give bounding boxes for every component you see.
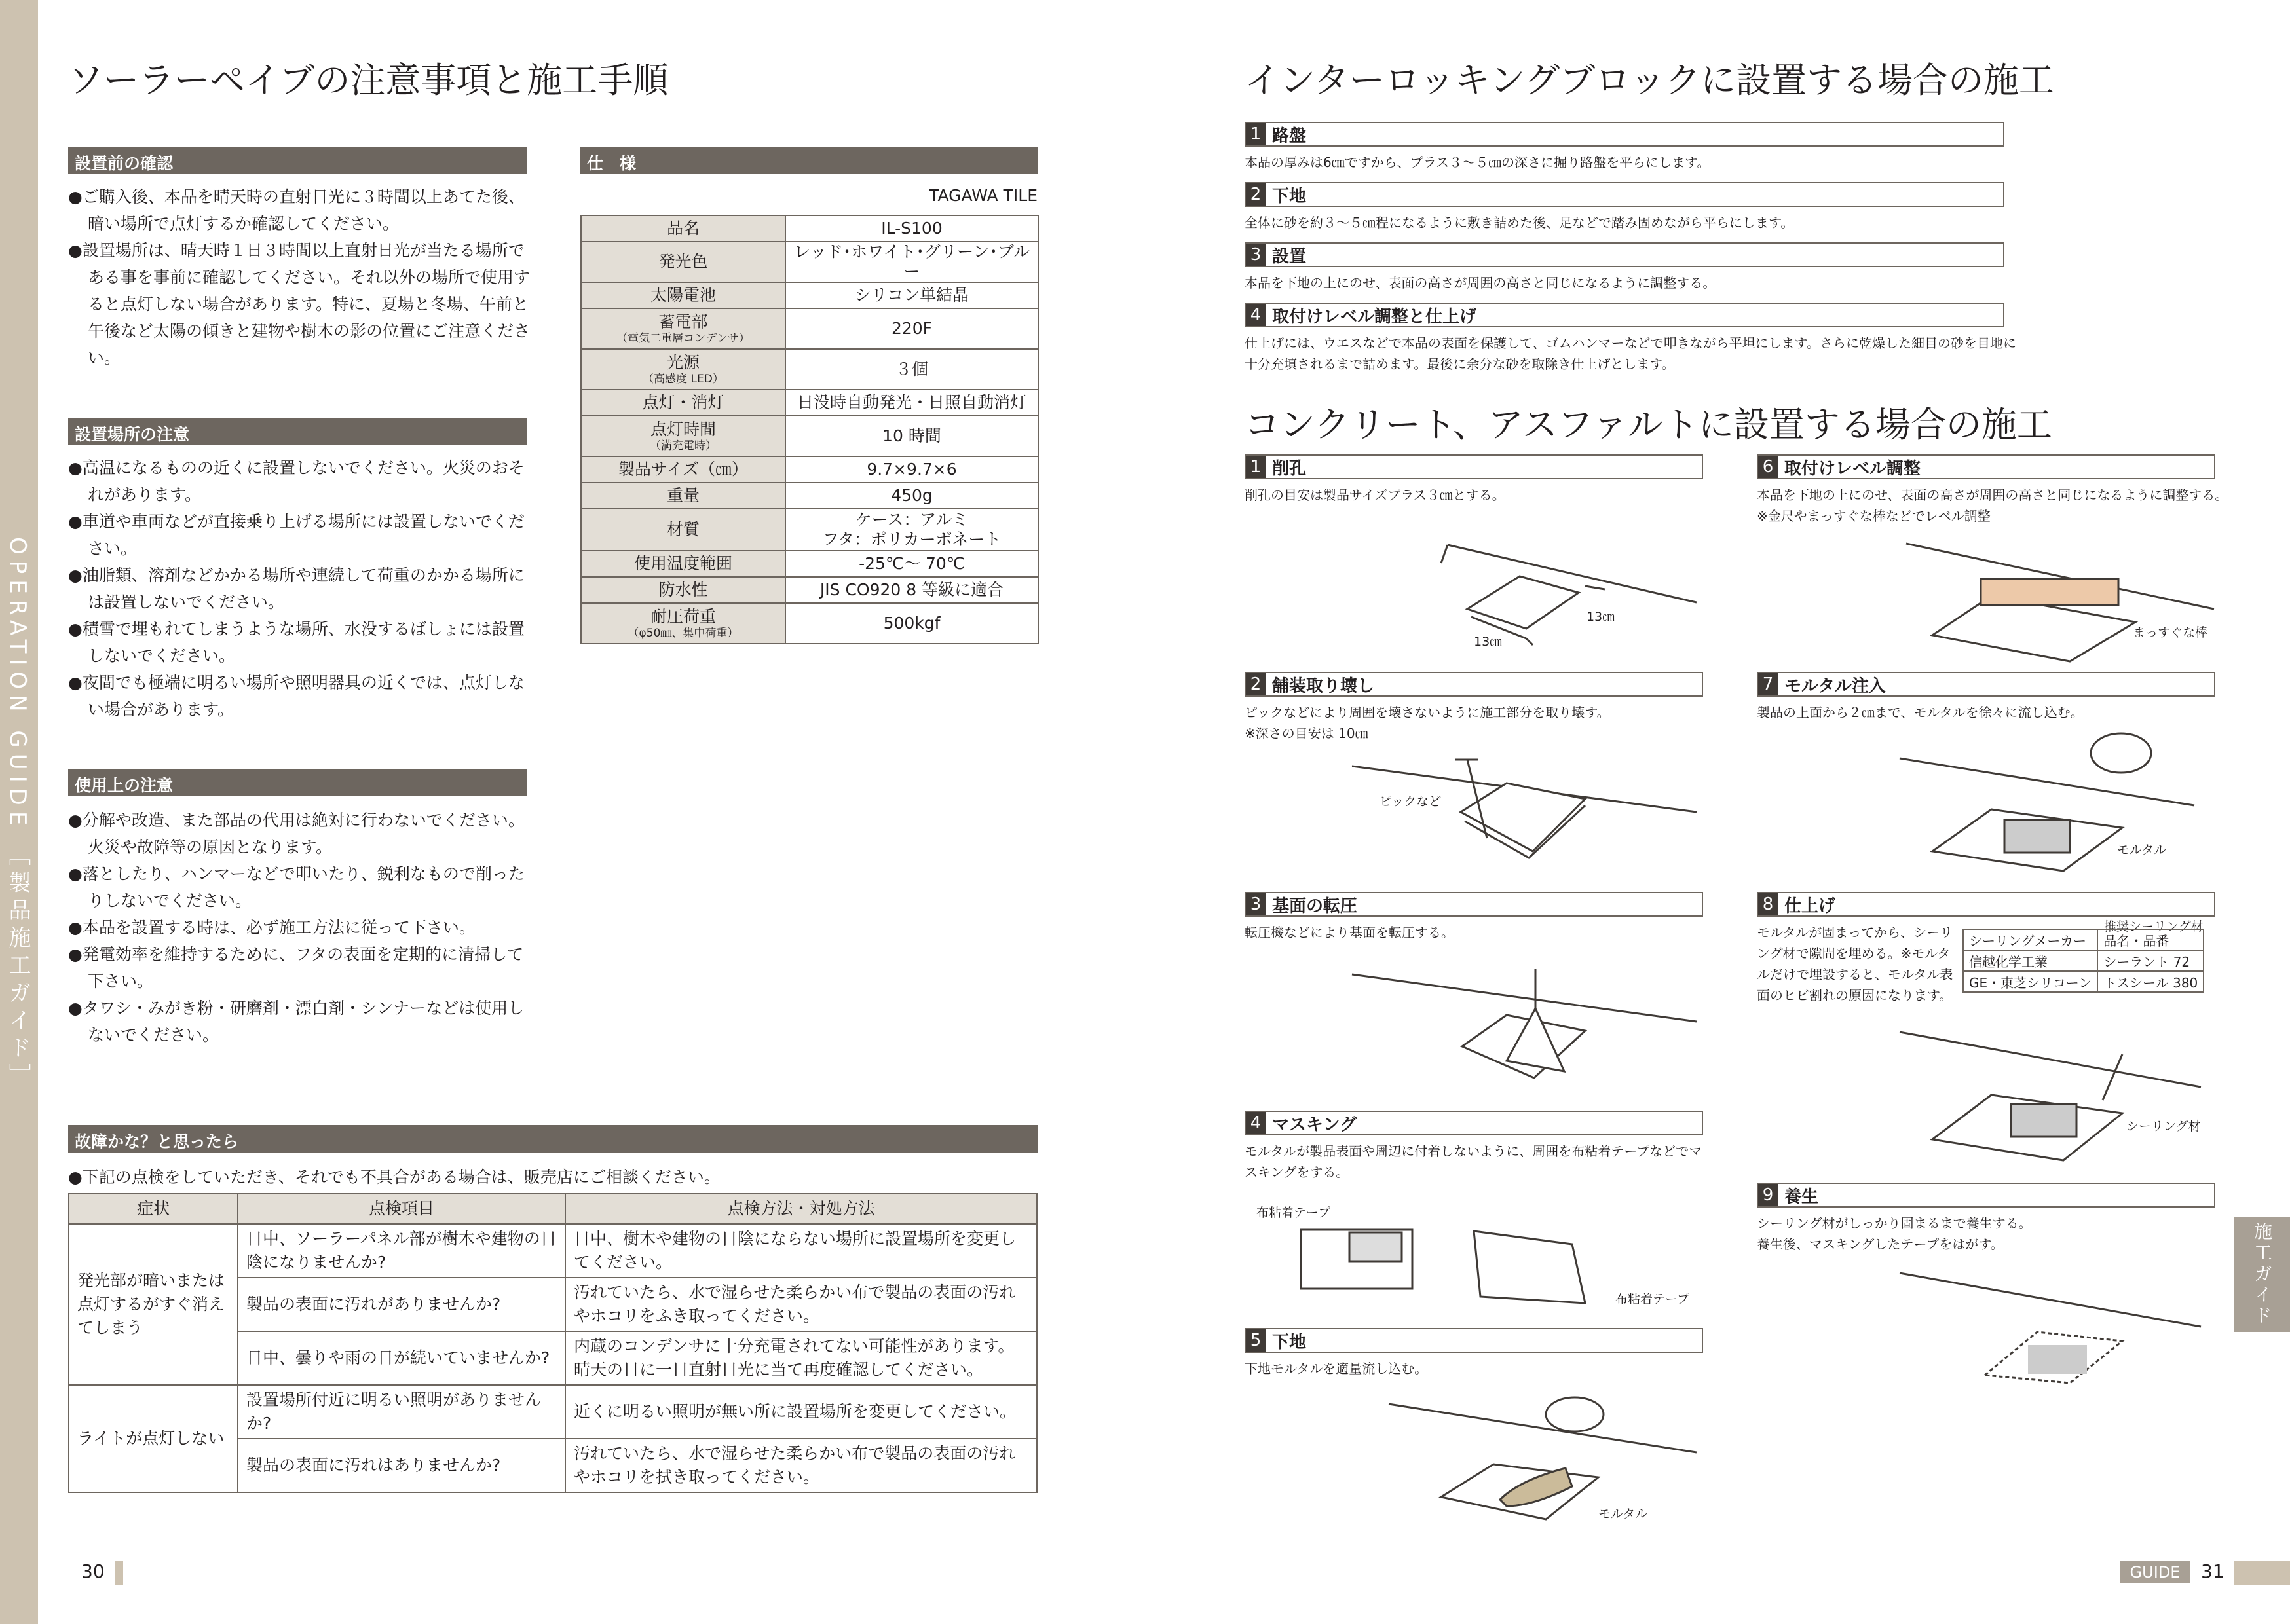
list-item: ●油脂類、溶剤などかかる場所や連続して荷重のかかる場所には設置しないでください。 bbox=[68, 566, 525, 612]
table-row: 点灯時間 （満充電時） 10 時間 bbox=[581, 416, 1038, 456]
table-row: GE・東芝シリコーン トスシール 380 bbox=[1963, 971, 2204, 992]
list-item: ●分解や改造、また部品の代用は絶対に行わないでください。火災や故障等の原因となります。 bbox=[68, 811, 525, 857]
c-step-6-desc: 本品を下地の上にのせ、表面の高さが周囲の高さと同じになるように調整する。 ※金尺やまっすぐな棒などでレベル調整 bbox=[1757, 487, 2228, 524]
sealing-caption: 推奨シーリング材 bbox=[2104, 919, 2204, 934]
list-item: ●高温になるものの近くに設置しないでください。火災のおそれがあります。 bbox=[68, 458, 525, 504]
trouble-table: 症状 点検項目 点検方法・対処方法 発光部が暗いまたは点灯するがすぐ消えてしまう 日中、ソーラーパネル部が樹木や建物の日陰になりませんか? 日中、樹木や建物の日陰にならない場所に設置場所を変更してください。 製品の表面に汚れがありませんか? 汚れていたら、水で湿らせた柔らかい布で製品の表面の汚れやホコリをふき取ってください。 日中、曇りや雨の日が続いていませんか? 内蔵のコンデンサに十分充電されてない可能性があります。晴天の日に一日直射日光に当て再度確認してください。 ライトが点灯しない 設置場所付近に明るい照明がありませんか? 近くに明るい照明が無い所に設置場所を変更してください。 製品の表面に汚れはありませんか? 汚れていたら、水で湿らせた柔らかい布で製品の表面の汚れやホコリを拭き取ってください。 bbox=[68, 1193, 1038, 1493]
il-step-2: 2 下地 bbox=[1245, 182, 2004, 207]
il-step-1-desc: 本品の厚みは6㎝ですから、プラス３〜５㎝の深さに掘り路盤を平らにします。 bbox=[1245, 155, 1710, 170]
ground-line bbox=[1900, 758, 2194, 805]
list-item: ●車道や車両などが直接乗り上げる場所には設置しないでください。 bbox=[68, 512, 525, 558]
dim-label: 13㎝ bbox=[1586, 610, 1615, 624]
table-row: 製品の表面に汚れはありませんか? 汚れていたら、水で湿らせた柔らかい布で製品の表面の汚れやホコリを拭き取ってください。 bbox=[69, 1439, 1037, 1492]
hole-outline bbox=[1467, 576, 1579, 629]
il-step-1: 1 路盤 bbox=[1245, 122, 2004, 147]
table-row: 光源 （高感度 LED） ３個 bbox=[581, 349, 1038, 390]
section-bar-location: 設置場所の注意 bbox=[68, 418, 527, 445]
c-step-9-desc: シーリング材がしっかり固まるまで養生する。 養生後、マスキングしたテープをはがす。 bbox=[1757, 1215, 2032, 1252]
c-step-9: 9 養生 bbox=[1757, 1183, 2215, 1208]
list-item: ●夜間でも極端に明るい場所や照明器具の近くでは、点灯しない場合があります。 bbox=[68, 673, 525, 719]
table-row: 製品サイズ（㎝） 9.7×9.7×6 bbox=[581, 456, 1038, 483]
table-row: 点灯・消灯 日没時自動発光・日照自動消灯 bbox=[581, 390, 1038, 416]
il-step-3-desc: 本品を下地の上にのせ、表面の高さが周囲の高さと同じになるように調整する。 bbox=[1245, 275, 1716, 291]
table-row: 耐圧荷重 （φ50㎜、集中荷重） 500kgf bbox=[581, 603, 1038, 644]
sealant-label: シーリング材 bbox=[2126, 1119, 2201, 1134]
list-item: ●落としたり、ハンマーなどで叩いたり、鋭利なもので削ったりしないでください。 bbox=[68, 864, 525, 910]
mortar-label: モルタル bbox=[1598, 1507, 1648, 1521]
c-step-5: 5 下地 bbox=[1245, 1328, 1703, 1353]
table-row: シーリングメーカー 品名・品番 bbox=[1963, 929, 2204, 950]
c-step-3: 3 基面の転圧 bbox=[1245, 892, 1703, 917]
stick-label: まっすぐな棒 bbox=[2133, 625, 2208, 640]
section-bar-usage: 使用上の注意 bbox=[68, 769, 527, 796]
brand-label: TAGAWA TILE bbox=[929, 186, 1038, 205]
table-row: 蓄電部 （電気二重層コンデンサ） 220F bbox=[581, 308, 1038, 349]
vertical-section-label: OPERATION GUIDE ［製品施工ガイド］ bbox=[5, 537, 31, 1092]
table-row: 発光色 レッド･ホワイト･グリーン･ブルー bbox=[581, 242, 1038, 282]
c-step-2: 2 舗装取り壊し bbox=[1245, 672, 1703, 697]
dim-label: 13㎝ bbox=[1474, 635, 1503, 649]
ground-line bbox=[1900, 1032, 2201, 1087]
c-step-6: 6 取付けレベル調整 bbox=[1757, 454, 2215, 479]
c-step-5-desc: 下地モルタルを適量流し込む。 bbox=[1245, 1361, 1428, 1376]
page-marker bbox=[2234, 1561, 2290, 1585]
bucket-icon bbox=[1546, 1397, 1604, 1431]
pick-label: ピックなど bbox=[1380, 794, 1442, 809]
straight-stick bbox=[1981, 579, 2118, 605]
il-step-4: 4 取付けレベル調整と仕上げ bbox=[1245, 303, 2004, 327]
bucket-icon bbox=[2091, 733, 2151, 773]
c-step-1: 1 削孔 bbox=[1245, 454, 1703, 479]
il-step-3: 3 設置 bbox=[1245, 242, 2004, 267]
list-item: ●タワシ・みがき粉・研磨剤・漂白剤・シンナーなどは使用しないでください。 bbox=[68, 999, 525, 1044]
il-step-2-desc: 全体に砂を約３〜５㎝程になるように敷き詰めた後、足などで踏み固めながら平らにします。 bbox=[1245, 215, 1794, 231]
c-step-1-desc: 削孔の目安は製品サイズプラス３㎝とする。 bbox=[1245, 487, 1505, 503]
list-item: ●ご購入後、本品を晴天時の直射日光に３時間以上あてた後、暗い場所で点灯するか確認してください。 bbox=[68, 187, 525, 233]
table-row: ライトが点灯しない 設置場所付近に明るい照明がありませんか? 近くに明るい照明が無い所に設置場所を変更してください。 bbox=[69, 1385, 1037, 1439]
list-item: ●本品を設置する時は、必ず施工方法に従って下さい。 bbox=[68, 918, 476, 937]
list-item: ●発電効率を維持するために、フタの表面を定期的に清掃して下さい。 bbox=[68, 945, 524, 991]
mortar-label: モルタル bbox=[2117, 843, 2167, 857]
c-step-7: 7 モルタル注入 bbox=[1757, 672, 2215, 697]
page-number-right: 31 bbox=[2201, 1560, 2224, 1582]
section-bar-spec: 仕 様 bbox=[580, 147, 1038, 174]
list-item: ●積雪で埋もれてしまうような場所、水没するばしょには設置しないでください。 bbox=[68, 619, 525, 665]
table-row: 重量 450g bbox=[581, 483, 1038, 509]
tape-label: 布粘着テープ bbox=[1615, 1292, 1690, 1306]
page-number-left: 30 bbox=[81, 1560, 105, 1582]
list-item: ●設置場所は、晴天時１日３時間以上直射日光が当たる場所である事を事前に確認してください。それ以外の場所で使用すると点灯しない場合があります。特に、夏場と冬場、午前と午後など太陽の傾きと建物や樹木の影の位置にご注意ください。 bbox=[68, 241, 531, 367]
left-page-title: ソーラーペイブの注意事項と施工手順 bbox=[68, 60, 669, 101]
c-step-7-desc: 製品の上面から２㎝まで、モルタルを徐々に流し込む。 bbox=[1757, 705, 2084, 720]
interlocking-title: インターロッキングブロックに設置する場合の施工 bbox=[1245, 60, 2055, 101]
ground-line bbox=[1900, 1273, 2201, 1327]
concrete-title: コンクリート、アスファルトに設置する場合の施工 bbox=[1245, 404, 2052, 445]
c-step-8: 8 仕上げ bbox=[1757, 892, 2215, 917]
c-step-8-desc: モルタルが固まってから、シーリング材で隙間を埋める。※モルタルだけで埋設すると、モルタル表面のヒビ割れの原因になります。 bbox=[1757, 925, 1953, 1003]
table-row: 防水性 JIS CO920 8 等級に適合 bbox=[581, 577, 1038, 603]
table-row: 品名 IL-S100 bbox=[581, 215, 1038, 242]
trouble-intro: ●下記の点検をしていただき、それでも不具合がある場合は、販売店にご相談ください。 bbox=[68, 1168, 721, 1187]
il-step-4-desc: 仕上げには、ウエスなどで本品の表面を保護して、ゴムハンマーなどで叩きながら平坦にします。さらに乾燥した細目の砂を目地に十分充填されるまで詰めます。最後に余分な砂を取除き仕上げとします。 bbox=[1245, 335, 2016, 372]
table-row: 使用温度範囲 -25℃〜 70℃ bbox=[581, 551, 1038, 577]
table-row: 信越化学工業 シーラント 72 bbox=[1963, 950, 2204, 971]
table-row: 製品の表面に汚れがありませんか? 汚れていたら、水で湿らせた柔らかい布で製品の表面の汚れやホコリをふき取ってください。 bbox=[69, 1278, 1037, 1331]
c-step-4: 4 マスキング bbox=[1245, 1111, 1703, 1135]
ground-line bbox=[1389, 1404, 1697, 1452]
c-step-4-desc: モルタルが製品表面や周辺に付着しないように、周囲を布粘着テープなどでマスキングをする。 bbox=[1245, 1143, 1702, 1180]
c-step-2-desc: ピックなどにより周囲を壊さないように施工部分を取り壊す。 ※深さの目安は 10㎝ bbox=[1245, 705, 1610, 741]
table-row: 太陽電池 シリコン単結晶 bbox=[581, 282, 1038, 308]
c-step-3-desc: 転圧機などにより基面を転圧する。 bbox=[1245, 925, 1454, 940]
section-bar-trouble: 故障かな？と思ったら bbox=[68, 1125, 1038, 1153]
table-row: 発光部が暗いまたは点灯するがすぐ消えてしまう 日中、ソーラーパネル部が樹木や建物の日陰になりませんか? 日中、樹木や建物の日陰にならない場所に設置場所を変更してください。 bbox=[69, 1224, 1037, 1278]
ground-line bbox=[1352, 974, 1697, 1022]
table-row: 日中、曇りや雨の日が続いていませんか? 内蔵のコンデンサに十分充電されてない可能性があります。晴天の日に一日直射日光に当て再度確認してください。 bbox=[69, 1331, 1037, 1385]
sealant-gun-icon bbox=[2103, 1054, 2122, 1100]
tape-label: 布粘着テープ bbox=[1256, 1206, 1331, 1220]
right-side-tab: 施工ガイド bbox=[2234, 1217, 2290, 1332]
section-bar-before-install: 設置前の確認 bbox=[68, 147, 527, 174]
table-row: 材質 ケース：アルミ フタ：ポリカーボネート bbox=[581, 509, 1038, 551]
guide-badge: GUIDE bbox=[2120, 1561, 2190, 1583]
